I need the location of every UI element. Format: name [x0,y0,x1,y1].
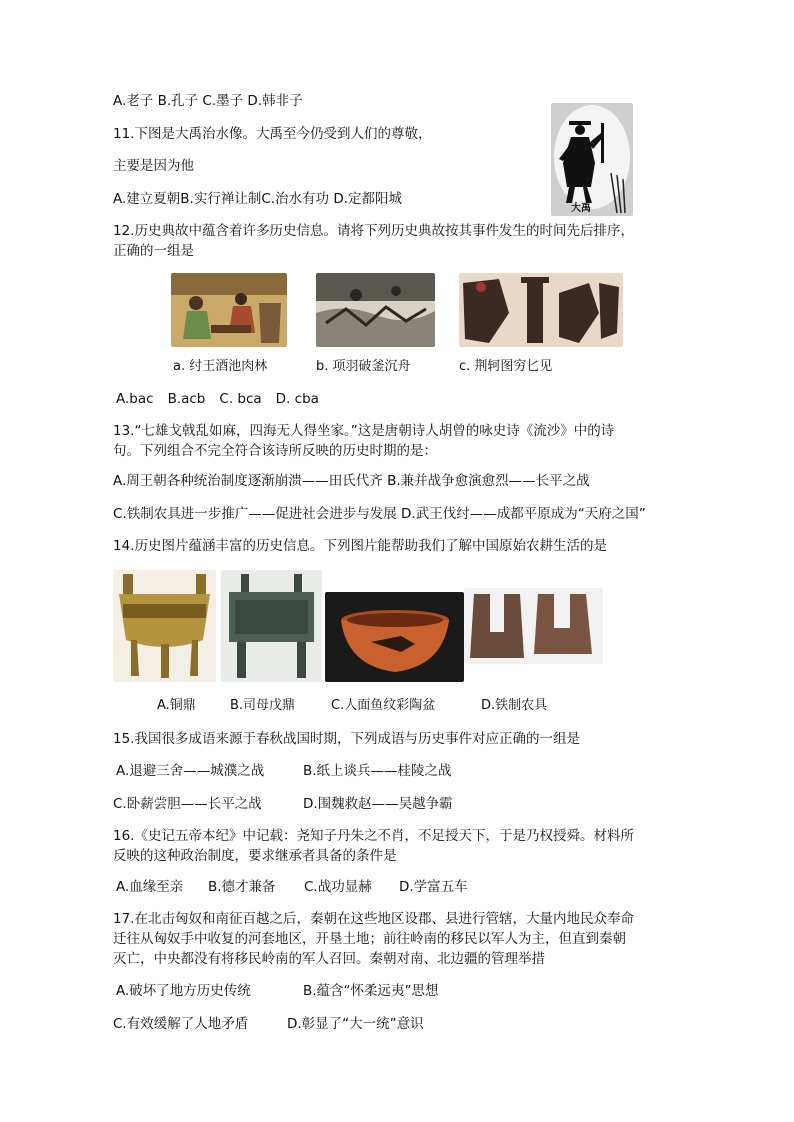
q15-option-c: C.卧薪尝胆——长平之战 [113,796,262,812]
q17-stem-line1: 17.在北击匈奴和南征百越之后，秦朝在这些地区设郡、县进行管辖，大量内地民众奉命 [113,911,634,927]
q14-stem: 14.历史图片蕴涵丰富的历史信息。下列图片能帮助我们了解中国原始农耕生活的是 [113,538,607,554]
q11-options: A.建立夏朝B.实行禅让制C.治水有功 D.定都阳城 [113,191,403,207]
q12-option-c: C. bca [219,391,262,407]
q17-stem-line3: 灭亡，中央都没有将移民岭南的军人召回。秦朝对南、北边疆的管理举措 [113,951,545,967]
q17-option-d: D.彰显了“大一统”意识 [287,1016,424,1032]
dayu-figure-label: 大禹 [571,203,591,214]
q16-option-b: B.德才兼备 [208,879,276,895]
q12-option-b: B.acb [167,391,206,407]
q14-caption-c: C.人面鱼纹彩陶盆 [331,698,436,713]
q12-option-d: D. cba [275,391,319,407]
q14-caption-d: D.铁制农具 [481,698,548,713]
q13-stem-line2: 句。下列组合不完全符合该诗所反映的历史时期的是： [113,443,437,459]
dayu-figure [551,103,633,216]
q12-option-a: A.bac [116,391,154,407]
q15-stem: 15.我国很多成语来源于春秋战国时期，下列成语与历史事件对应正确的一组是 [113,731,580,747]
q17-option-b: B.蕴含“怀柔远夷”思想 [303,983,439,999]
q10-options: A.老子 B.孔子 C.墨子 D.韩非子 [113,93,303,109]
q12-image-b [316,273,435,347]
q15-option-a: A.退避三舍——城濮之战 [116,763,265,779]
q14-image-iron-tools [464,588,603,664]
q11-stem-line1: 11.下图是大禹治水像。大禹至今仍受到人们的尊敬， [113,126,432,142]
q16-option-a: A.血缘至亲 [116,879,184,895]
q14-caption-a: A.铜鼎 [157,698,196,713]
q14-caption-b: B.司母戊鼎 [230,698,296,713]
q17-stem-line2: 迁往从匈奴手中收复的河套地区，开垦土地；前往岭南的移民以军人为主，但直到秦朝 [113,931,626,947]
q11-stem-line2: 主要是因为他 [113,158,194,174]
q16-stem-line1: 16.《史记五帝本纪》中记载：尧知子丹朱之不肖，不足授天下，于是乃权授舜。材料所 [113,828,634,844]
q17-option-c: C.有效缓解了人地矛盾 [113,1016,249,1032]
q15-option-b: B.纸上谈兵——桂陵之战 [303,763,452,779]
q13-option-ab: A.周王朝各种统治制度逐渐崩溃——田氏代齐 B.兼并战争愈演愈烈——长平之战 [113,473,590,489]
q14-image-simuwu-ding [221,570,322,682]
q12-stem-line1: 12.历史典故中蕴含着许多历史信息。请将下列历史典故按其事件发生的时间先后排序， [113,223,634,239]
q16-option-c: C.战功显赫 [304,879,372,895]
q12-image-a [171,273,287,347]
q14-image-painted-pottery [325,592,464,682]
q16-stem-line2: 反映的这种政治制度，要求继承者具备的条件是 [113,848,397,864]
q16-option-d: D.学富五车 [399,879,468,895]
q12-image-c [459,273,623,347]
q14-image-bronze-ding [113,570,216,682]
q17-option-a: A.破坏了地方历史传统 [116,983,251,999]
q12-options [116,389,319,409]
q13-stem-line1: 13.“七雄戈戟乱如麻，四海无人得坐家。”这是唐朝诗人胡曾的咏史诗《流沙》中的诗 [113,423,615,439]
q12-caption-a: a. 纣王酒池肉林 [173,359,268,374]
q12-caption-c: c. 荆轲图穷匕见 [459,359,553,374]
q12-stem-line2: 正确的一组是 [113,243,194,259]
q15-option-d: D.围魏救赵——吴越争霸 [303,796,453,812]
q13-option-cd: C.铁制农具进一步推广——促进社会进步与发展 D.武王伐纣——成都平原成为“天府之国” [113,506,646,522]
q12-caption-b: b. 项羽破釜沉舟 [316,359,411,374]
